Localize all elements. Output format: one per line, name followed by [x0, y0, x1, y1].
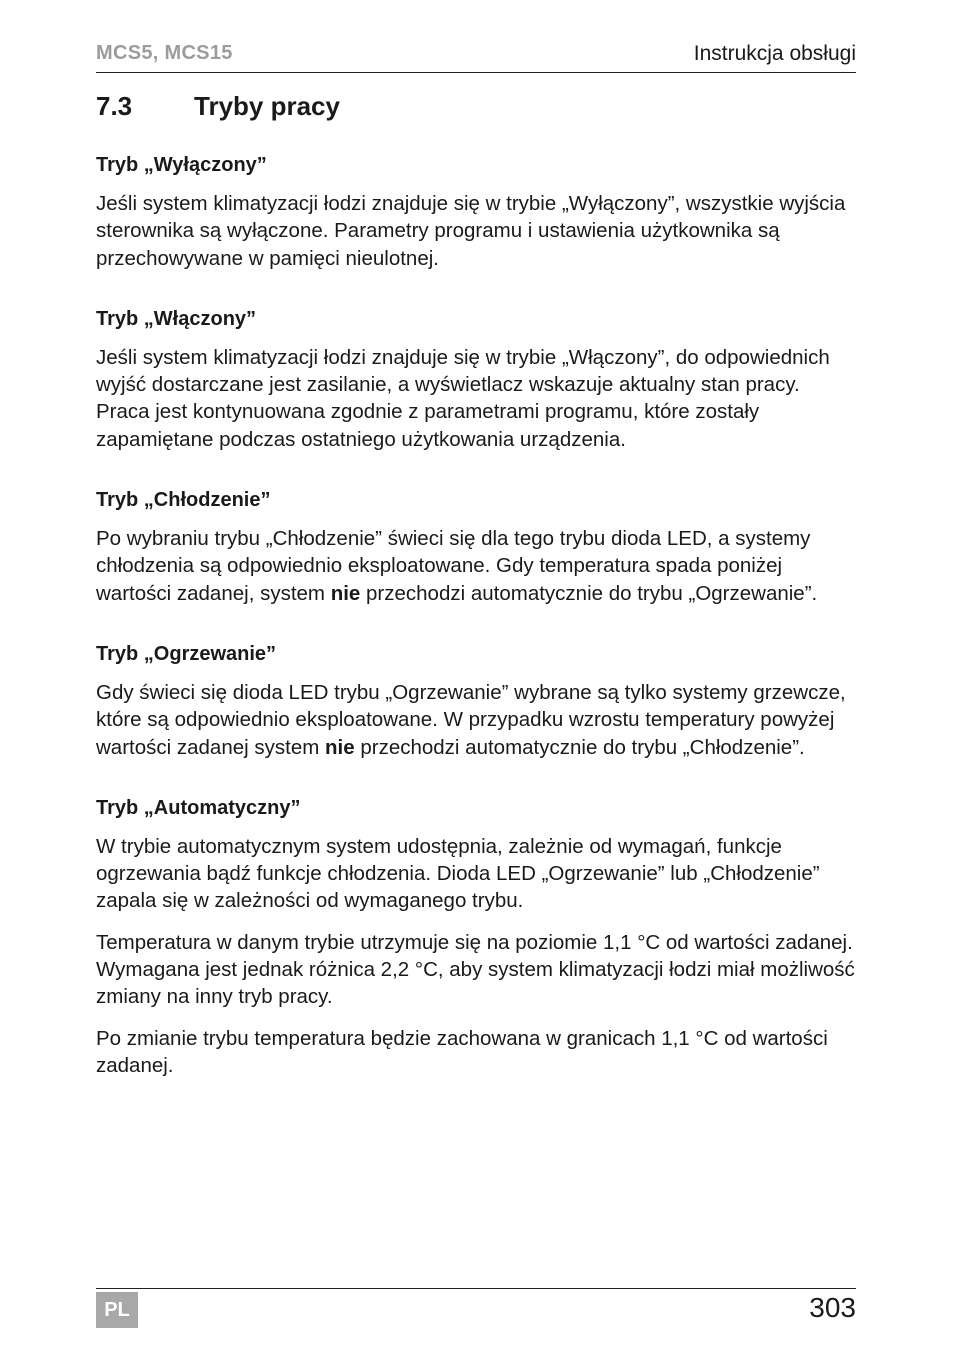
section-title-text: Tryby pracy	[194, 91, 340, 121]
emphasis-text: nie	[330, 581, 361, 605]
emphasis-text: nie	[325, 735, 355, 759]
section-number: 7.3	[96, 91, 133, 121]
page-header	[96, 40, 856, 73]
mode-heading: Tryb „Wyłączony”	[96, 154, 267, 176]
text-segment: Po wybraniu trybu „Chłodzenie” świeci się dla tego trybu dioda LED, a systemy chłodzenia są odpowiednio eksploatowane. Gdy temperatura spada poniżej wartości zadanej, system	[96, 527, 811, 605]
mode-heading: Tryb „Automatyczny”	[96, 796, 301, 819]
mode-description: Po zmianie trybu temperatura będzie zachowana w granicach 1,1 °C od wartości zadanej.	[96, 1026, 828, 1077]
mode-heading: Tryb „Włączony”	[96, 307, 257, 330]
page-number: 303	[809, 1292, 856, 1323]
text-segment: przechodzi automatycznie do trybu „Chłodzenie”.	[354, 735, 805, 759]
mode-description: Jeśli system klimatyzacji łodzi znajduje się w trybie „Wyłączony”, wszystkie wyjścia sterownika są wyłączone. Parametry programu i ustawienia użytkownika są przechowywane w pamięci nieulotnej.	[96, 192, 846, 270]
text-segment: Gdy świeci się dioda LED trybu „Ogrzewanie” wybrane są tylko systemy grzewcze, które są odpowiednio eksploatowane. W przypadku wzrostu temperatury powyżej wartości zadanej system	[96, 680, 846, 759]
mode-on	[96, 306, 856, 453]
mode-off	[96, 152, 856, 272]
page-content	[96, 86, 856, 1113]
footer-divider	[96, 1288, 856, 1289]
model-name: MCS5, MCS15	[96, 42, 233, 64]
mode-description: W trybie automatycznym system udostępnia, zależnie od wymagań, funkcje ogrzewania bądź funkcje chłodzenia. Dioda LED „Ogrzewanie” lub „Chłodzenie” zapala się w zależności od wymaganego trybu.	[96, 834, 820, 913]
mode-cooling	[96, 487, 856, 607]
mode-description: Temperatura w danym trybie utrzymuje się na poziomie 1,1 °C od wartości zadanej. Wymagana jest jednak różnica 2,2 °C, aby system klimatyzacji łodzi miał możliwość zmiany na inny tryb pracy.	[96, 930, 855, 1009]
text-segment: przechodzi automatycznie do trybu „Ogrzewanie”.	[360, 581, 818, 605]
mode-description	[96, 525, 856, 607]
mode-heading: Tryb „Ogrzewanie”	[96, 642, 277, 665]
mode-description: Jeśli system klimatyzacji łodzi znajduje się w trybie „Włączony”, do odpowiednich wyjść dostarczane jest zasilanie, a wyświetlacz wskazuje aktualny stan pracy. Praca jest kontynuowana zgodnie z parametrami programu, które zostały zapamiętane podczas ostatniego użytkowania urządzenia.	[96, 345, 830, 451]
mode-heading: Tryb „Chłodzenie”	[96, 489, 271, 512]
document-title: Instrukcja obsługi	[693, 42, 856, 65]
mode-automatic	[96, 795, 856, 1079]
mode-heating	[96, 641, 856, 761]
section-title	[96, 86, 856, 126]
language-badge: PL	[96, 1292, 138, 1328]
mode-description	[96, 679, 856, 761]
